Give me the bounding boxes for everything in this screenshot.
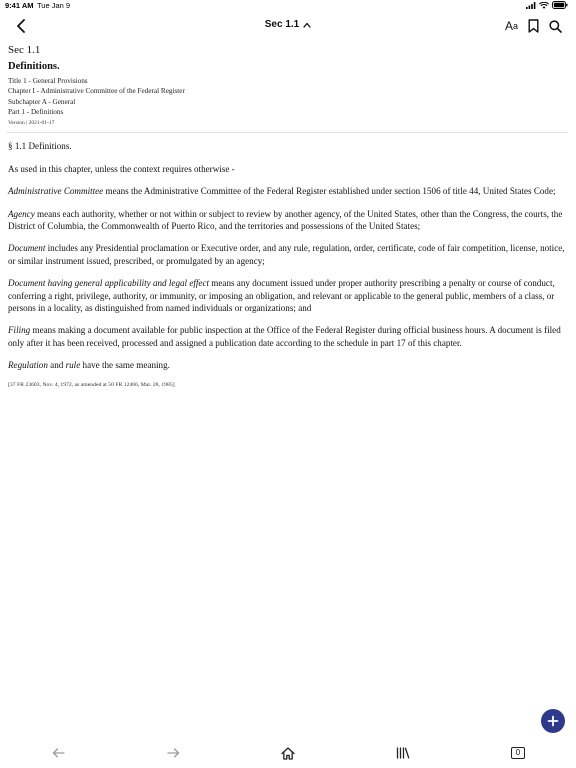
home-button[interactable]: [278, 744, 298, 762]
section-title: Definitions.: [8, 61, 60, 72]
chapter-line: Chapter I - Administrative Committee of the Federal Register: [8, 87, 185, 96]
section-picker-button[interactable]: [265, 19, 311, 30]
font-size-icon-large: A: [504, 19, 513, 33]
search-icon: [549, 20, 562, 33]
arrow-left-icon: [52, 748, 65, 758]
definition-paragraph: [8, 359, 568, 371]
font-size-button[interactable]: [505, 17, 518, 35]
add-note-button[interactable]: [541, 709, 565, 733]
subchapter-line: Subchapter A - General: [8, 97, 76, 106]
defined-term: Filing: [8, 325, 31, 336]
definition-paragraph: [8, 277, 568, 314]
battery-icon: [552, 1, 568, 9]
tabs-count-badge: 0: [511, 747, 525, 759]
status-time: 9:41 AM: [5, 1, 34, 10]
definition-text: means any document issued under proper authority prescribing a penalty or course of conduct, conferring a right, privilege, authority, or immunity, or imposing an obligation, and relevant or applicable to the general public, members of a class, or persons in a locality, as distinguished from named individuals or organizations; and: [8, 278, 555, 313]
defined-term: Document: [8, 243, 46, 254]
status-icons: [526, 1, 568, 9]
arrow-right-icon: [167, 748, 180, 758]
status-date: Tue Jan 9: [37, 1, 71, 10]
definition-text: means making a document available for public inspection at the Office of the Federal Register during official business hours. A document is filed only after it has been received, processed and assigned a publication date according to the schedule in part 17 of this chapter.: [8, 325, 561, 348]
bottom-toolbar: [0, 741, 576, 765]
status-bar: [0, 0, 576, 12]
wifi-icon: [539, 2, 549, 9]
font-size-icon-small: a: [512, 21, 518, 31]
intro-paragraph: As used in this chapter, unless the context requires otherwise -: [8, 163, 235, 174]
defined-term: Administrative Committee: [8, 186, 104, 197]
history-forward-button[interactable]: [163, 744, 183, 762]
nav-title-container: [0, 19, 576, 30]
divider: [6, 132, 568, 133]
definition-text: includes any Presidential proclamation or Executive order, and any rule, regulation, order, certificate, code of fair competition, license, notice, or similar instrument issued, prescribed, or promulgated by an agency;: [8, 243, 565, 266]
nav-actions: [505, 17, 562, 35]
search-button[interactable]: [549, 17, 562, 35]
definition-paragraph: [8, 208, 568, 233]
navigation-bar: [0, 12, 576, 40]
conjunction: and: [47, 360, 66, 371]
bookmark-icon: [528, 19, 539, 33]
defined-term: Document having general applicability and legal effect: [8, 278, 210, 289]
definition-paragraph: [8, 242, 568, 267]
definition-paragraph: [8, 324, 568, 349]
library-icon: [396, 747, 410, 759]
part-line: Part 1 - Definitions: [8, 107, 64, 116]
plus-icon: [547, 715, 559, 727]
tabs-button[interactable]: [508, 744, 528, 762]
definition-paragraph: [8, 185, 568, 197]
definition-text: means the Administrative Committee of the Federal Register established under section 1506 of title 44, United States Code;: [103, 186, 556, 197]
history-back-button[interactable]: [48, 744, 68, 762]
home-icon: [281, 747, 295, 760]
section-heading: § 1.1 Definitions.: [8, 141, 72, 152]
hierarchy-info: [8, 76, 568, 117]
section-body: [8, 140, 568, 388]
defined-term: Regulation: [8, 360, 48, 371]
version-label: Version | 2021-01-17: [8, 120, 55, 127]
defined-term: rule: [65, 360, 81, 371]
chevron-up-icon: [303, 22, 311, 28]
section-number: Sec 1.1: [8, 44, 41, 56]
defined-term: Agency: [8, 208, 35, 219]
definition-text: have the same meaning.: [80, 360, 170, 371]
title-line: Title 1 - General Provisions: [8, 77, 88, 85]
cellular-signal-icon: [526, 2, 536, 9]
source-citation: [37 FR 23603, Nov. 4, 1972, as amended at 50 FR 12466, Mar. 28, 1985]: [8, 381, 175, 388]
library-button[interactable]: [393, 744, 413, 762]
nav-title: Sec 1.1: [264, 19, 300, 30]
document-view[interactable]: [8, 43, 568, 389]
definition-text: means each authority, whether or not within or subject to review by another agency, of the United States, other than the Congress, the courts, the District of Columbia, the Commonwealth of Puerto Rico, and the territories and possessions of the United States;: [8, 208, 563, 231]
bookmark-button[interactable]: [528, 17, 539, 35]
